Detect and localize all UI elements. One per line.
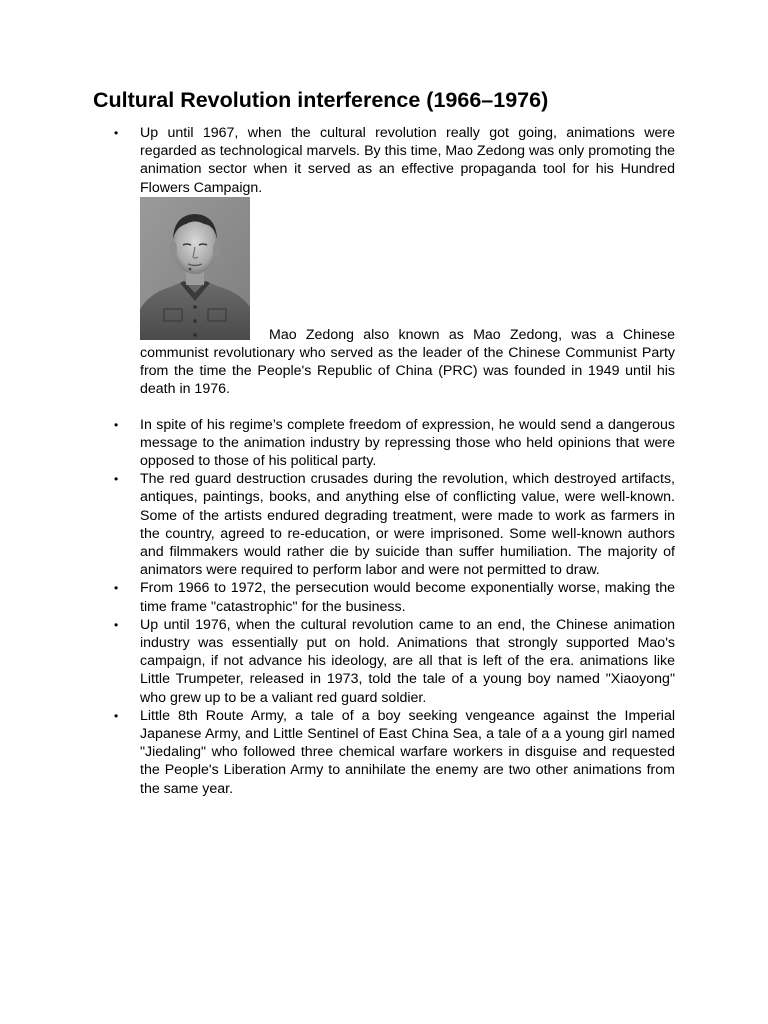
bullet-icon: •	[114, 126, 119, 140]
list-item	[0, 416, 675, 471]
list-item-text: In spite of his regime’s complete freedom of expression, he would send a dangerous message to the animation industry by repressing those who held opinions that were opposed to those of his political party.	[140, 416, 675, 470]
section-spacer	[0, 399, 768, 416]
page-title: Cultural Revolution interference (1966–1976)	[93, 88, 549, 112]
portrait-photo-icon	[140, 197, 250, 340]
list-item	[0, 124, 675, 197]
list-item-text: Little 8th Route Army, a tale of a boy seeking vengeance against the Imperial Japanese Army, and Little Sentinel of East China Sea, a tale of a a young girl named "Jiedaling" who followed three chemical warfare workers in disguise and requested the People's Liberation Army to annihilate the enemy are two other animations from the same year.	[140, 707, 675, 797]
bullet-icon: •	[114, 417, 119, 432]
bullet-icon: •	[114, 617, 119, 632]
list-item	[0, 470, 675, 579]
photo-caption: Mao Zedong also known as Mao Zedong, was a Chinese communist revolutionary who served as the leader of the Chinese Communist Party from the time the People's Republic of China (PRC) was founded in 1949 until his death in 1976.	[140, 326, 675, 398]
bullet-icon: •	[114, 472, 119, 487]
bullet-icon: •	[114, 708, 119, 723]
list-item-text: From 1966 to 1972, the persecution would become exponentially worse, making the time frame "catastrophic" for the business.	[140, 580, 675, 615]
list-item-text: Up until 1967, when the cultural revolution really got going, animations were regarded as technological marvels. By this time, Mao Zedong was only promoting the animation sector when it served as an effective propaganda tool for his Hundred Flowers Campaign.	[140, 125, 675, 196]
list-item	[0, 707, 675, 798]
list-item	[0, 616, 675, 707]
list-item-text: Up until 1976, when the cultural revolution came to an end, the Chinese animation industry was essentially put on hold. Animations that strongly supported Mao's campaign, if not advance his ideology, are all that is left of the era. animations like Little Trumpeter, released in 1973, told the tale of a young boy named "Xiaoyong" who grew up to be a valiant red guard soldier.	[140, 616, 675, 706]
list-item-text: The red guard destruction crusades during the revolution, which destroyed artifacts, antiques, paintings, books, and anything else of conflicting value, were well-known. Some of the artists endured degrading treatment, were made to work as farmers in the country, agreed to re-education, or were imprisoned. Some well-known authors and filmmakers would rather die by suicide than suffer humiliation. The majority of animators were required to perform labor and were not permitted to draw.	[140, 471, 675, 579]
portrait-figure	[0, 197, 675, 340]
bullet-list	[0, 124, 768, 798]
bullet-icon: •	[114, 581, 119, 596]
list-item	[0, 579, 675, 615]
